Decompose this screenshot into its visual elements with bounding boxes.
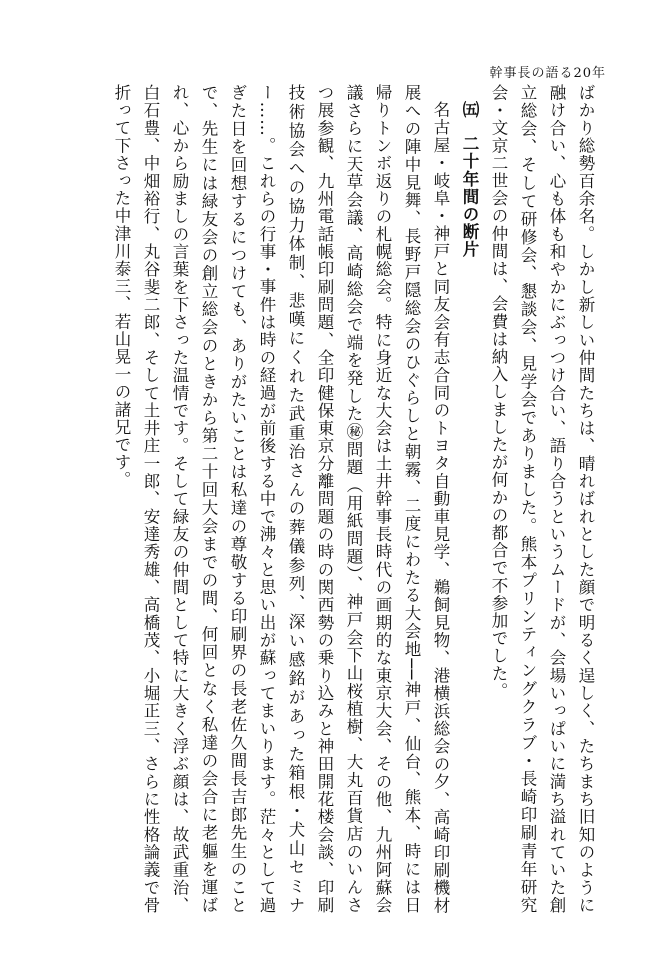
section-title: 二十年間の断片	[460, 134, 479, 258]
section-number: ㈤	[460, 100, 479, 119]
vertical-body-text	[88, 84, 600, 914]
section-heading	[455, 84, 484, 914]
running-header: 幹事長の語る20年	[489, 66, 606, 81]
paragraph-intro: ばかり総勢百余名。しかし新しい仲間たちは、晴ればれとした顔で明るく逞しく、たちまち旧知のように融け合い、心も体も和やかにぶっつけ合い、語り合うというムードが、会場いっぱいに満ち溢れていた創立総会、そして研修会、懇談会、見学会でありました。熊本プリンティングクラブ・長崎印刷青年研究会・文京二世会の仲間は、会費は納入しましたが何かの都合で不参加でした。	[489, 84, 595, 914]
paragraph-fragments: 名古屋・岐阜・神戸と同友会有志合同のトヨタ自動車見学、鵜飼見物、港横浜総会の夕、高崎印刷機材展への陣中見舞、長野戸隠総会のひぐらしと朝霧、二度にわたる大会地──神戸、仙台、熊本、時には日帰りトンボ返りの札幌総会。特に身近な大会は土井幹事長時代の画期的な東京大会、その他、九州阿蘇会議さらに天草会議、高崎総会で端を発した㊙問題（用紙問題）、神戸会下山桜植樹、大丸百貨店のいんさつ展参観、九州電話帳印刷問題、全印健保東京分離問題の時の関西勢の乗り込みと神田開花楼会談、印刷技術協会への協力体制、悲嘆にくれた武重治さんの葬儀参列、深い感銘があった箱根・犬山セミナー……。これらの行事・事件は時の経過が前後する中で沸々と思い出が蘇ってまいります。茫々として過ぎた日を回想するにつけても、ありがたいことは私達の尊敬する印刷界の長老佐久間長吉郎先生のことで、先生には緑友会の創立総会のときから第二十回大会までの間、何回となく私達の会合に老軀を運ばれ、心から励ましの言葉を下さった温情です。そして緑友の仲間として特に大きく浮ぶ顔は、故武重治、白石豊、中畑裕行、丸谷斐二郎、そして土井庄一郎、安達秀雄、高橋茂、小堀正三、さらに性格論義で骨折って下さった中津川泰三、若山晃一の諸兄です。	[112, 84, 450, 914]
